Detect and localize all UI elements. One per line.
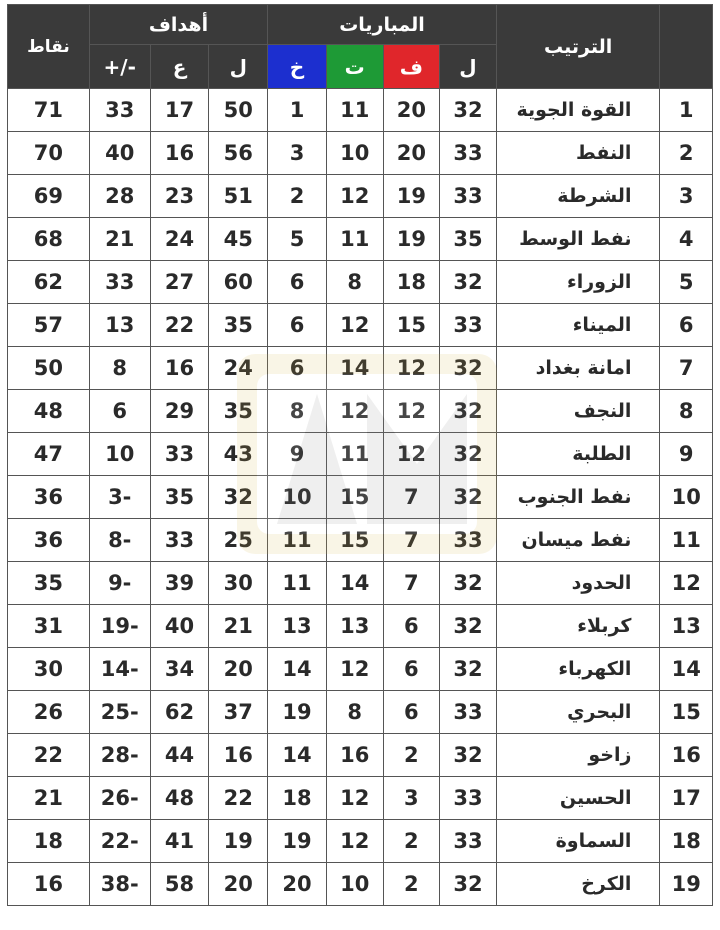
rank-cell: 7 [660, 347, 713, 390]
team-name-cell: الحدود [496, 562, 660, 605]
goals-against-cell: 33 [150, 519, 209, 562]
lost-cell: 11 [268, 562, 327, 605]
rank-cell: 9 [660, 433, 713, 476]
table-row [8, 562, 713, 605]
goal-diff-cell: 28- [89, 734, 150, 777]
lost-cell: 3 [268, 132, 327, 175]
goals-against-cell: 35 [150, 476, 209, 519]
lost-cell: 18 [268, 777, 327, 820]
played-cell: 33 [440, 132, 497, 175]
won-cell: 12 [383, 390, 440, 433]
goals-for-cell: 45 [209, 218, 268, 261]
won-header: ف [383, 45, 440, 89]
drawn-cell: 12 [326, 175, 383, 218]
lost-cell: 9 [268, 433, 327, 476]
goals-for-cell: 43 [209, 433, 268, 476]
rank-cell: 10 [660, 476, 713, 519]
table-row [8, 304, 713, 347]
team-name-cell: السماوة [496, 820, 660, 863]
goals-against-cell: 33 [150, 433, 209, 476]
goals-against-cell: 24 [150, 218, 209, 261]
table-header [8, 5, 713, 89]
drawn-cell: 12 [326, 777, 383, 820]
played-cell: 32 [440, 863, 497, 906]
lost-cell: 6 [268, 347, 327, 390]
won-cell: 7 [383, 519, 440, 562]
team-name-cell: نفط ميسان [496, 519, 660, 562]
points-cell: 16 [8, 863, 90, 906]
table-row [8, 390, 713, 433]
lost-cell: 8 [268, 390, 327, 433]
played-cell: 33 [440, 304, 497, 347]
team-name-cell: نفط الوسط [496, 218, 660, 261]
table-row [8, 519, 713, 562]
goals-for-cell: 30 [209, 562, 268, 605]
goals-for-cell: 21 [209, 605, 268, 648]
rank-cell: 16 [660, 734, 713, 777]
goals-for-cell: 56 [209, 132, 268, 175]
points-cell: 18 [8, 820, 90, 863]
won-cell: 7 [383, 562, 440, 605]
goals-for-cell: 24 [209, 347, 268, 390]
won-cell: 6 [383, 691, 440, 734]
goal-diff-cell: 21 [89, 218, 150, 261]
played-cell: 32 [440, 433, 497, 476]
played-cell: 32 [440, 605, 497, 648]
lost-cell: 6 [268, 261, 327, 304]
drawn-cell: 14 [326, 347, 383, 390]
goals-for-cell: 32 [209, 476, 268, 519]
table-row [8, 132, 713, 175]
played-cell: 32 [440, 261, 497, 304]
drawn-cell: 10 [326, 863, 383, 906]
rank-cell: 17 [660, 777, 713, 820]
rank-cell: 3 [660, 175, 713, 218]
played-cell: 32 [440, 476, 497, 519]
rank-cell: 18 [660, 820, 713, 863]
goal-diff-cell: 40 [89, 132, 150, 175]
won-cell: 2 [383, 734, 440, 777]
team-name-cell: زاخو [496, 734, 660, 777]
goals-against-cell: 29 [150, 390, 209, 433]
goals-for-cell: 16 [209, 734, 268, 777]
goals-for-cell: 20 [209, 648, 268, 691]
played-cell: 33 [440, 175, 497, 218]
drawn-cell: 15 [326, 476, 383, 519]
team-name-cell: الكرخ [496, 863, 660, 906]
points-cell: 31 [8, 605, 90, 648]
drawn-cell: 12 [326, 648, 383, 691]
points-cell: 36 [8, 519, 90, 562]
goals-against-cell: 27 [150, 261, 209, 304]
won-cell: 19 [383, 218, 440, 261]
played-cell: 33 [440, 691, 497, 734]
league-standings-table [7, 4, 713, 906]
lost-cell: 20 [268, 863, 327, 906]
points-cell: 71 [8, 89, 90, 132]
won-cell: 12 [383, 433, 440, 476]
goals-for-cell: 25 [209, 519, 268, 562]
played-cell: 35 [440, 218, 497, 261]
goal-diff-cell: 3- [89, 476, 150, 519]
goal-diff-header: +/- [89, 45, 150, 89]
points-cell: 69 [8, 175, 90, 218]
rank-cell: 11 [660, 519, 713, 562]
team-name-cell: الزوراء [496, 261, 660, 304]
drawn-cell: 15 [326, 519, 383, 562]
goal-diff-cell: 33 [89, 261, 150, 304]
team-name-cell: البحري [496, 691, 660, 734]
rank-cell: 14 [660, 648, 713, 691]
drawn-cell: 11 [326, 218, 383, 261]
goals-for-cell: 50 [209, 89, 268, 132]
drawn-cell: 14 [326, 562, 383, 605]
drawn-cell: 11 [326, 433, 383, 476]
standings-table-container [7, 4, 713, 926]
rank-cell: 6 [660, 304, 713, 347]
points-cell: 47 [8, 433, 90, 476]
won-cell: 2 [383, 820, 440, 863]
lost-cell: 6 [268, 304, 327, 347]
played-cell: 33 [440, 519, 497, 562]
team-name-cell: الطلبة [496, 433, 660, 476]
goal-diff-cell: 19- [89, 605, 150, 648]
team-name-cell: الحسين [496, 777, 660, 820]
table-row [8, 820, 713, 863]
played-cell: 33 [440, 777, 497, 820]
points-cell: 62 [8, 261, 90, 304]
points-cell: 26 [8, 691, 90, 734]
table-row [8, 691, 713, 734]
goal-diff-cell: 14- [89, 648, 150, 691]
rank-header: الترتيب [496, 5, 660, 89]
points-cell: 50 [8, 347, 90, 390]
played-cell: 32 [440, 347, 497, 390]
goals-for-cell: 19 [209, 820, 268, 863]
goal-diff-cell: 25- [89, 691, 150, 734]
played-cell: 32 [440, 648, 497, 691]
goals-for-cell: 22 [209, 777, 268, 820]
goals-for-header: ل [209, 45, 268, 89]
won-cell: 6 [383, 605, 440, 648]
won-cell: 6 [383, 648, 440, 691]
lost-cell: 13 [268, 605, 327, 648]
team-name-cell: الميناء [496, 304, 660, 347]
points-cell: 22 [8, 734, 90, 777]
goal-diff-cell: 6 [89, 390, 150, 433]
lost-cell: 10 [268, 476, 327, 519]
lost-cell: 11 [268, 519, 327, 562]
lost-cell: 14 [268, 648, 327, 691]
goal-diff-cell: 9- [89, 562, 150, 605]
points-cell: 68 [8, 218, 90, 261]
won-cell: 20 [383, 89, 440, 132]
goal-diff-cell: 8 [89, 347, 150, 390]
won-cell: 7 [383, 476, 440, 519]
team-name-cell: امانة بغداد [496, 347, 660, 390]
goals-against-cell: 17 [150, 89, 209, 132]
table-row [8, 476, 713, 519]
goals-group-header: أهداف [89, 5, 267, 45]
won-cell: 19 [383, 175, 440, 218]
goals-against-cell: 58 [150, 863, 209, 906]
goals-for-cell: 35 [209, 304, 268, 347]
goals-against-header: ع [150, 45, 209, 89]
lost-cell: 14 [268, 734, 327, 777]
goals-for-cell: 60 [209, 261, 268, 304]
table-row [8, 648, 713, 691]
goal-diff-cell: 28 [89, 175, 150, 218]
points-cell: 57 [8, 304, 90, 347]
played-cell: 33 [440, 820, 497, 863]
drawn-cell: 12 [326, 304, 383, 347]
drawn-cell: 10 [326, 132, 383, 175]
table-body [8, 89, 713, 906]
table-row [8, 777, 713, 820]
rank-cell: 19 [660, 863, 713, 906]
points-cell: 48 [8, 390, 90, 433]
goals-for-cell: 37 [209, 691, 268, 734]
lost-header: خ [268, 45, 327, 89]
lost-cell: 19 [268, 820, 327, 863]
drawn-cell: 12 [326, 820, 383, 863]
lost-cell: 1 [268, 89, 327, 132]
played-cell: 32 [440, 390, 497, 433]
goals-against-cell: 62 [150, 691, 209, 734]
goal-diff-cell: 13 [89, 304, 150, 347]
points-cell: 21 [8, 777, 90, 820]
table-row [8, 605, 713, 648]
rank-cell: 5 [660, 261, 713, 304]
team-name-cell: القوة الجوية [496, 89, 660, 132]
goals-against-cell: 16 [150, 132, 209, 175]
table-row [8, 734, 713, 777]
rank-cell: 13 [660, 605, 713, 648]
won-cell: 3 [383, 777, 440, 820]
goals-for-cell: 51 [209, 175, 268, 218]
rank-cell: 2 [660, 132, 713, 175]
team-name-cell: الشرطة [496, 175, 660, 218]
goals-for-cell: 20 [209, 863, 268, 906]
team-name-cell: النفط [496, 132, 660, 175]
goal-diff-cell: 26- [89, 777, 150, 820]
points-cell: 30 [8, 648, 90, 691]
points-header: نقاط [8, 5, 90, 89]
goal-diff-cell: 38- [89, 863, 150, 906]
lost-cell: 19 [268, 691, 327, 734]
goals-against-cell: 16 [150, 347, 209, 390]
won-cell: 12 [383, 347, 440, 390]
won-cell: 15 [383, 304, 440, 347]
goals-against-cell: 23 [150, 175, 209, 218]
goals-against-cell: 44 [150, 734, 209, 777]
played-cell: 32 [440, 734, 497, 777]
rank-cell: 12 [660, 562, 713, 605]
drawn-cell: 13 [326, 605, 383, 648]
drawn-cell: 8 [326, 261, 383, 304]
goals-for-cell: 35 [209, 390, 268, 433]
lost-cell: 5 [268, 218, 327, 261]
goal-diff-cell: 10 [89, 433, 150, 476]
points-cell: 70 [8, 132, 90, 175]
drawn-cell: 8 [326, 691, 383, 734]
matches-group-header: المباريات [268, 5, 497, 45]
table-row [8, 261, 713, 304]
table-row [8, 347, 713, 390]
played-cell: 32 [440, 562, 497, 605]
drawn-header: ت [326, 45, 383, 89]
team-name-cell: النجف [496, 390, 660, 433]
played-cell: 32 [440, 89, 497, 132]
won-cell: 2 [383, 863, 440, 906]
goal-diff-cell: 33 [89, 89, 150, 132]
goals-against-cell: 40 [150, 605, 209, 648]
drawn-cell: 11 [326, 89, 383, 132]
table-row [8, 218, 713, 261]
table-row [8, 863, 713, 906]
goals-against-cell: 22 [150, 304, 209, 347]
goals-against-cell: 39 [150, 562, 209, 605]
table-row [8, 89, 713, 132]
goal-diff-cell: 8- [89, 519, 150, 562]
rank-cell: 8 [660, 390, 713, 433]
lost-cell: 2 [268, 175, 327, 218]
rank-cell: 4 [660, 218, 713, 261]
table-row [8, 433, 713, 476]
played-header: ل [440, 45, 497, 89]
rank-number-header [660, 5, 713, 89]
goal-diff-cell: 22- [89, 820, 150, 863]
team-name-cell: الكهرباء [496, 648, 660, 691]
points-cell: 35 [8, 562, 90, 605]
drawn-cell: 12 [326, 390, 383, 433]
drawn-cell: 16 [326, 734, 383, 777]
table-row [8, 175, 713, 218]
goals-against-cell: 48 [150, 777, 209, 820]
rank-cell: 15 [660, 691, 713, 734]
rank-cell: 1 [660, 89, 713, 132]
won-cell: 20 [383, 132, 440, 175]
team-name-cell: كربلاء [496, 605, 660, 648]
goals-against-cell: 34 [150, 648, 209, 691]
team-name-cell: نفط الجنوب [496, 476, 660, 519]
won-cell: 18 [383, 261, 440, 304]
goals-against-cell: 41 [150, 820, 209, 863]
points-cell: 36 [8, 476, 90, 519]
